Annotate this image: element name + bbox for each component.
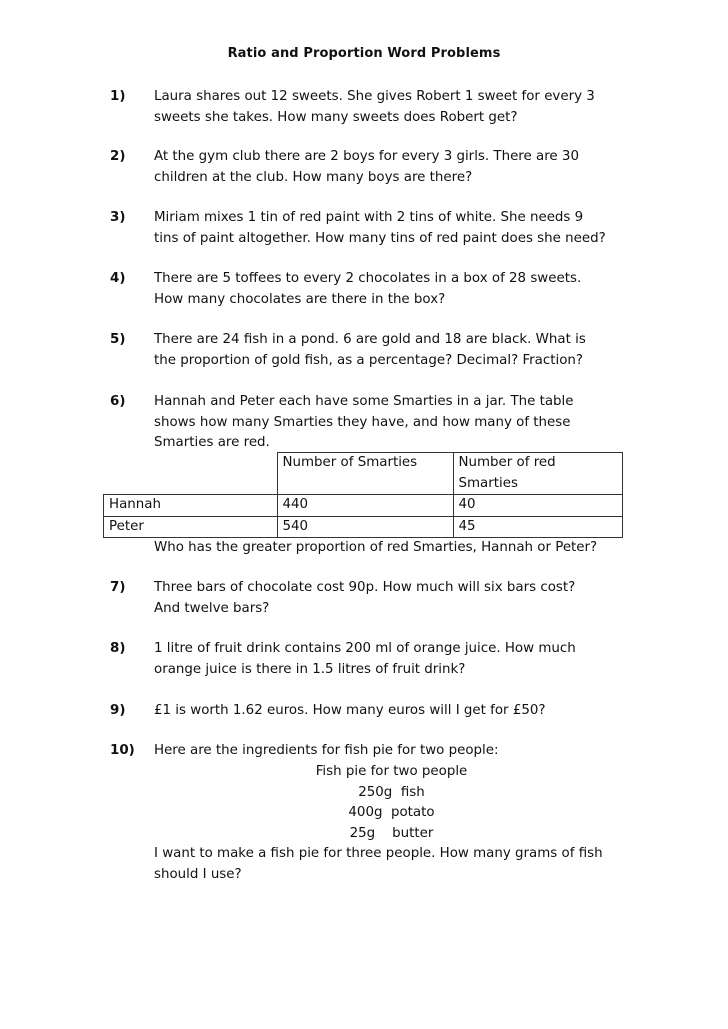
question-text xyxy=(154,330,629,371)
question-line: sweets she takes. How many sweets does Robert get? xyxy=(154,109,518,125)
question-text xyxy=(154,87,629,128)
table-header-cell xyxy=(453,453,622,495)
recipe-title: Fish pie for two people xyxy=(315,764,468,779)
question-number: 3) xyxy=(110,210,126,225)
question-number: 7) xyxy=(110,580,126,595)
question-line: Smarties are red. xyxy=(154,435,270,450)
question-6-follow-up: Who has the greater proportion of red Smarties, Hannah or Peter? xyxy=(154,540,598,555)
recipe-item: 250g fish xyxy=(358,784,425,800)
question-text xyxy=(154,639,629,680)
question-number: 5) xyxy=(110,332,126,347)
page-title: Ratio and Proportion Word Problems xyxy=(227,46,501,61)
table-row xyxy=(104,495,623,517)
question-line: shows how many Smarties they have, and how many of these xyxy=(154,414,571,430)
question-text xyxy=(154,701,629,722)
table-cell-name: Hannah xyxy=(104,495,278,517)
question-number: 10) xyxy=(110,743,135,758)
question-line: Three bars of chocolate cost 90p. How much will six bars cost? xyxy=(154,580,576,595)
question-line: There are 24 fish in a pond. 6 are gold and 18 are black. What is xyxy=(154,332,586,347)
header-line: Smarties xyxy=(458,475,518,491)
question-number: 6) xyxy=(110,394,126,409)
question-text xyxy=(154,741,629,762)
question-line: How many chocolates are there in the box? xyxy=(154,291,446,307)
table-header-row xyxy=(104,453,623,495)
table-cell-name: Peter xyxy=(104,516,278,538)
question-line: tins of paint altogether. How many tins of red paint does she need? xyxy=(154,230,606,246)
question-text xyxy=(154,208,629,249)
question-line: orange juice is there in 1.5 litres of fruit drink? xyxy=(154,661,466,677)
question-text xyxy=(154,269,629,310)
question-text xyxy=(154,147,629,188)
question-number: 1) xyxy=(110,89,126,104)
question-line: Laura shares out 12 sweets. She gives Robert 1 sweet for every 3 xyxy=(154,89,595,104)
question-line: Here are the ingredients for fish pie for two people: xyxy=(154,743,499,758)
question-line: Hannah and Peter each have some Smarties in a jar. The table xyxy=(154,394,574,409)
table-cell-red: 40 xyxy=(453,495,622,517)
recipe-item: 400g potato xyxy=(348,805,435,820)
question-line: And twelve bars? xyxy=(154,600,270,616)
question-text xyxy=(154,392,629,454)
question-line: should I use? xyxy=(154,866,242,882)
question-number: 9) xyxy=(110,703,126,718)
question-line: There are 5 toffees to every 2 chocolates in a box of 28 sweets. xyxy=(154,271,582,286)
question-text xyxy=(154,578,629,619)
header-line: Number of red xyxy=(458,455,556,470)
table-cell-red: 45 xyxy=(453,516,622,538)
question-line: children at the club. How many boys are there? xyxy=(154,169,473,185)
smarties-table xyxy=(103,452,623,538)
question-10-follow-up xyxy=(154,844,603,885)
question-line: At the gym club there are 2 boys for every 3 girls. There are 30 xyxy=(154,149,579,164)
recipe-item: 25g butter xyxy=(349,825,434,841)
question-line: the proportion of gold fish, as a percentage? Decimal? Fraction? xyxy=(154,352,584,368)
table-row xyxy=(104,516,623,538)
table-cell-total: 440 xyxy=(277,495,453,517)
table-header-cell: Number of Smarties xyxy=(277,453,453,495)
question-number: 4) xyxy=(110,271,126,286)
table-cell-total: 540 xyxy=(277,516,453,538)
question-line: £1 is worth 1.62 euros. How many euros will I get for £50? xyxy=(154,703,546,718)
fish-pie-recipe xyxy=(154,762,629,844)
question-number: 2) xyxy=(110,149,126,164)
question-number: 8) xyxy=(110,641,126,656)
question-line: I want to make a fish pie for three people. How many grams of fish xyxy=(154,846,603,861)
question-line: 1 litre of fruit drink contains 200 ml of orange juice. How much xyxy=(154,641,576,656)
table-header-cell xyxy=(104,453,278,495)
question-line: Miriam mixes 1 tin of red paint with 2 tins of white. She needs 9 xyxy=(154,210,584,225)
